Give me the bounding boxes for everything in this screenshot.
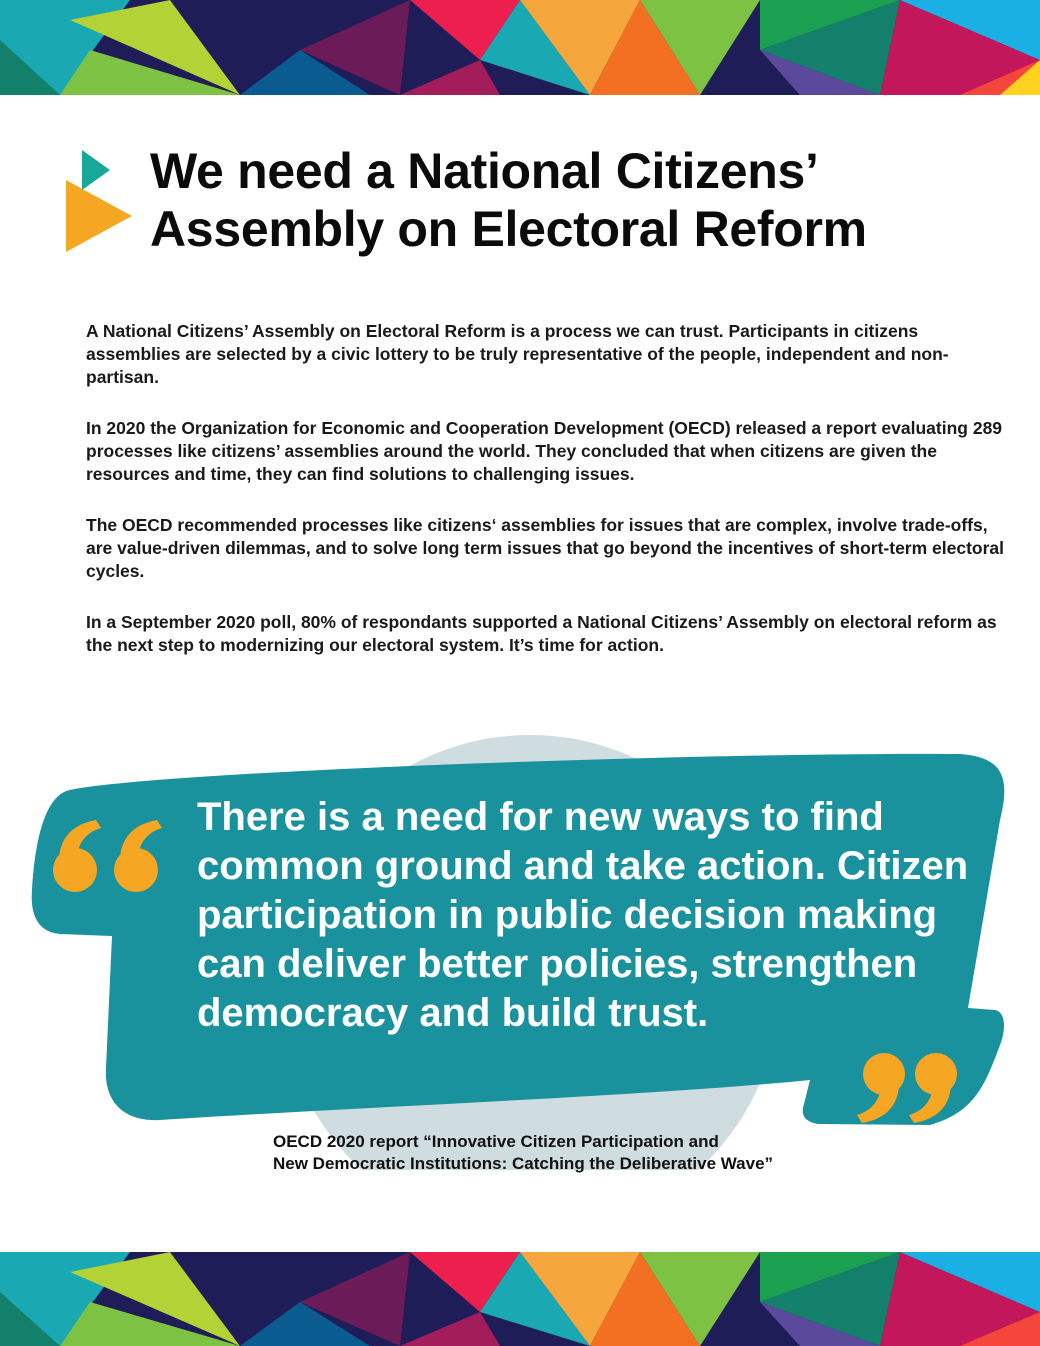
quote-citation — [273, 1131, 973, 1175]
play-arrow-logo-icon — [66, 150, 132, 252]
paragraph-2: In 2020 the Organization for Economic and Cooperation Development (OECD) released a report evaluating 289 processes like citizens’ assemblies around the world. They concluded that when citizens are given the resources and time, they can find solutions to challenging issues. — [86, 418, 1003, 484]
page-title: We need a National Citizens’ Assembly on Electoral Reform — [150, 143, 867, 257]
paragraph-3: The OECD recommended processes like citizens‘ assemblies for issues that are complex, involve trade-offs, are value-driven dilemmas, and to solve long term issues that go beyond the incentives of short-term electoral cycles. — [86, 515, 1005, 581]
pull-quote-text: There is a need for new ways to find common ground and take action. Citizen participation in public decision making can deliver better policies, strengthen democracy and build trust. — [197, 795, 969, 1035]
top-decorative-band — [0, 0, 1040, 95]
body-text — [86, 320, 1016, 685]
citation-line-1: OECD 2020 report “Innovative Citizen Participation and — [273, 1132, 719, 1151]
paragraph-1: A National Citizens’ Assembly on Electoral Reform is a process we can trust. Participants in citizens assemblies are selected by a civic lottery to be truly representative of the people, independent and non-partisan. — [86, 321, 949, 387]
citation-line-2: New Democratic Institutions: Catching the Deliberative Wave” — [273, 1154, 774, 1173]
bottom-decorative-band — [0, 1252, 1040, 1346]
paragraph-4: In a September 2020 poll, 80% of respondants supported a National Citizens’ Assembly on electoral reform as the next step to modernizing our electoral system. It’s time for action. — [86, 612, 997, 655]
